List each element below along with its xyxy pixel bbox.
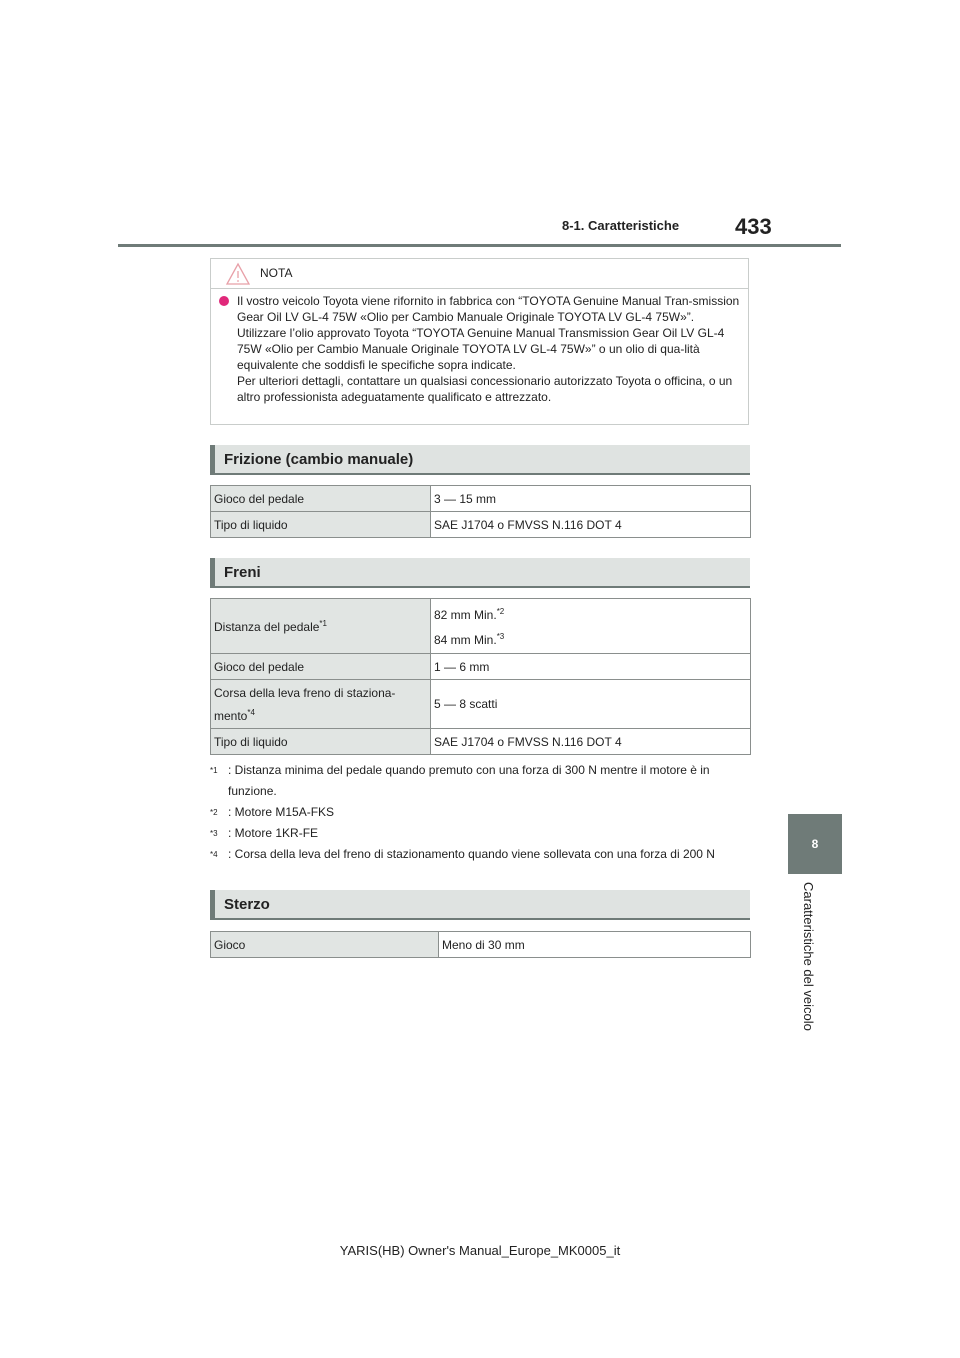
- clutch-spec-table: [210, 485, 751, 538]
- table-row: [211, 512, 751, 538]
- page-number: 433: [735, 214, 772, 239]
- notice-paragraph: Utilizzare l’olio approvato Toyota “TOYOTA Genuine Manual Transmission Gear Oil LV GL-4 75W «Olio per Cambio Manuale Originale TOYOTA LV GL-4 75W»” o un olio di qua-lità equivalente che soddisfi le specifiche sopra indicate.: [237, 326, 725, 372]
- spec-label: Distanza del pedale$^{*1}$: [211, 599, 431, 654]
- heading-bar: [210, 558, 215, 586]
- notice-body: [219, 293, 741, 405]
- footnotes: [210, 760, 760, 865]
- notice-paragraph: Per ulteriori dettagli, contattare un qualsiasi concessionario autorizzato Toyota o officina, o un altro professionista adeguatamente qualificato e attrezzato.: [237, 374, 733, 404]
- spec-label: Gioco del pedale: [211, 486, 431, 512]
- footnote: $^{*2}$ : Motore M15A-FKS: [210, 805, 335, 819]
- notice-title: NOTA: [260, 266, 293, 280]
- spec-value: SAE J1704 o FMVSS N.116 DOT 4: [431, 512, 751, 538]
- notice-paragraph: Il vostro veicolo Toyota viene rifornito in fabbrica con “TOYOTA Genuine Manual Tran-smission Gear Oil LV GL-4 75W «Olio per Cambio Manuale Originale TOYOTA LV GL-4 75W»”.: [237, 294, 740, 324]
- brakes-spec-table: [210, 598, 751, 755]
- section-heading-brakes: [210, 558, 750, 588]
- spec-label: Gioco del pedale: [211, 654, 431, 680]
- section-title: 8-1. Caratteristiche: [562, 218, 680, 233]
- chapter-tab[interactable]: [788, 814, 842, 874]
- spec-value: 82 mm Min.$^{*2}$ 84 mm Min.$^{*3}$: [431, 599, 751, 654]
- footnote: $^{*3}$ : Motore 1KR-FE: [210, 826, 319, 840]
- notice-box: [210, 258, 749, 425]
- heading-bar: [210, 445, 215, 473]
- section-heading-steering: [210, 890, 750, 920]
- spec-label: Tipo di liquido: [211, 512, 431, 538]
- heading-text: Sterzo: [224, 896, 270, 913]
- spec-value: 5 — 8 scatti: [431, 680, 751, 729]
- table-row: [211, 486, 751, 512]
- header-rule: [118, 244, 841, 247]
- footnote: $^{*1}$ : Distanza minima del pedale quando premuto con una forza di 300 N mentre il motore è in funzione.: [210, 763, 710, 798]
- steering-spec-table: [210, 931, 751, 958]
- page-footer: YARIS(HB) Owner's Manual_Europe_MK0005_it: [339, 1243, 621, 1258]
- bullet-icon: [219, 296, 229, 306]
- chapter-side-label: Caratteristiche del veicolo: [801, 882, 816, 1031]
- table-row: [211, 680, 751, 729]
- footnote: $^{*4}$ : Corsa della leva del freno di stazionamento quando viene sollevata con una forza di 200 N: [210, 847, 715, 861]
- spec-label: Corsa della leva freno di staziona- mento$^{*4}$: [211, 680, 431, 729]
- section-heading-clutch: [210, 445, 750, 475]
- table-row: [211, 599, 751, 654]
- spec-value: 3 — 15 mm: [431, 486, 751, 512]
- spec-value: 1 — 6 mm: [431, 654, 751, 680]
- heading-text: Frizione (cambio manuale): [224, 451, 414, 468]
- spec-value: SAE J1704 o FMVSS N.116 DOT 4: [431, 729, 751, 755]
- table-row: [211, 932, 751, 958]
- warning-triangle-icon: [225, 262, 251, 286]
- notice-header: [211, 259, 748, 289]
- heading-bar: [210, 890, 215, 918]
- table-row: [211, 654, 751, 680]
- heading-text: Freni: [224, 564, 261, 581]
- spec-value: Meno di 30 mm: [439, 932, 751, 958]
- chapter-number: 8: [811, 837, 819, 851]
- table-row: [211, 729, 751, 755]
- spec-label: Gioco: [211, 932, 439, 958]
- spec-label: Tipo di liquido: [211, 729, 431, 755]
